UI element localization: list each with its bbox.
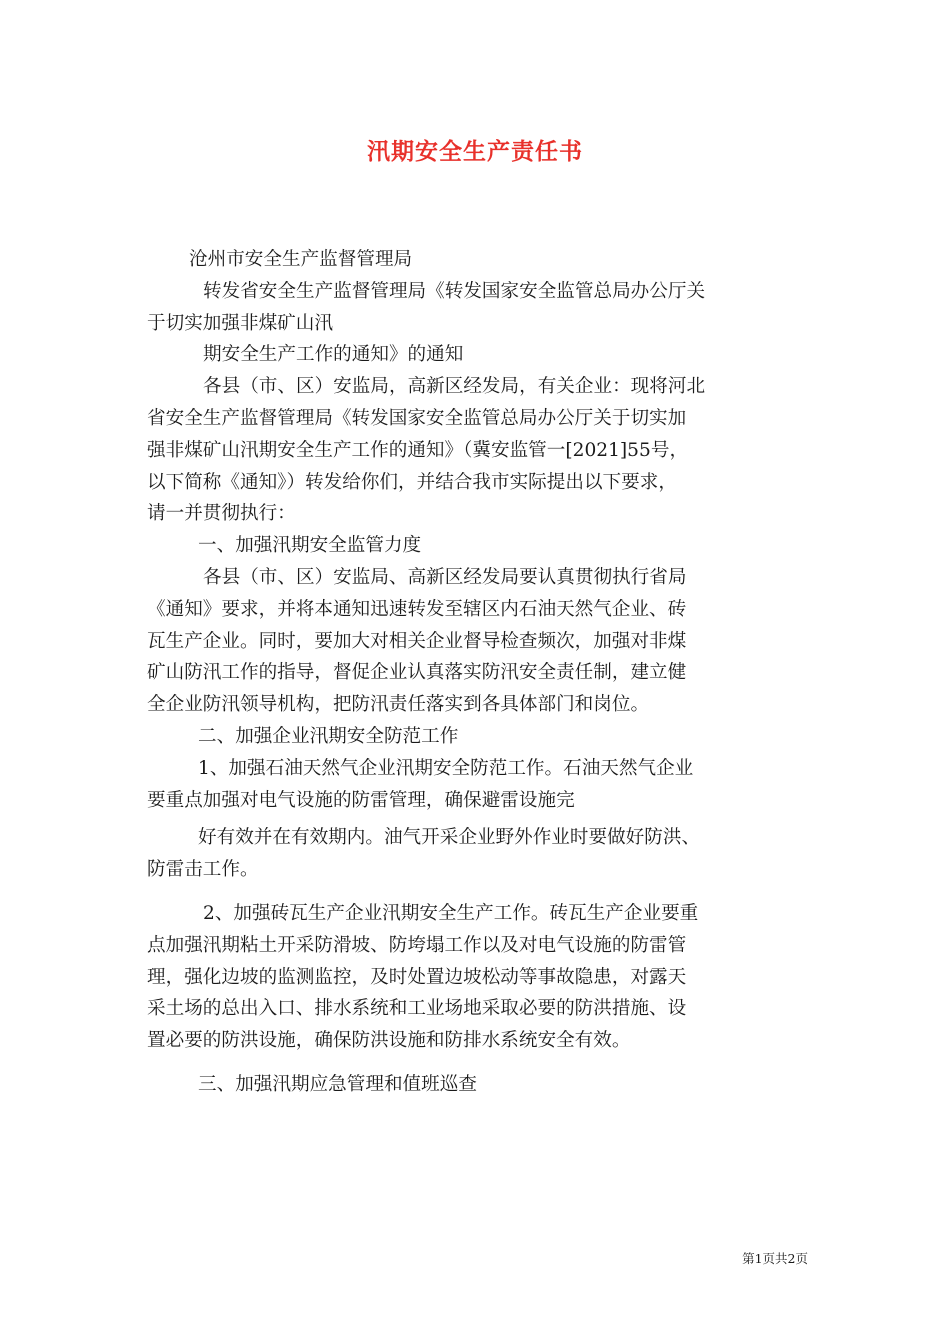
- paragraph-line: 防雷击工作。: [147, 859, 259, 881]
- subject-line: 转发省安全生产监督管理局《转发国家安全监管总局办公厅关: [203, 280, 706, 302]
- paragraph-line: 各县（市、区）安监局，高新区经发局，有关企业：现将河北: [203, 376, 706, 398]
- paragraph-line: 理，强化边坡的监测监控，及时处置边坡松动等事故隐患，对露天: [147, 966, 687, 988]
- subject-line: 于切实加强非煤矿山汛: [147, 312, 333, 334]
- paragraph-line: 强非煤矿山汛期安全生产工作的通知》（冀安监管一[2021]55号，: [147, 439, 689, 461]
- section-heading: 二、加强企业汛期安全防范工作: [198, 725, 459, 747]
- paragraph-line: 瓦生产企业。同时，要加大对相关企业督导检查频次，加强对非煤: [147, 630, 687, 652]
- document-title: 汛期安全生产责任书: [367, 138, 583, 165]
- paragraph-line: 以下简称《通知》）转发给你们，并结合我市实际提出以下要求，: [147, 471, 677, 493]
- page-number: 第1页共2页: [742, 1251, 808, 1266]
- paragraph-line: 要重点加强对电气设施的防雷管理，确保避雷设施完: [147, 789, 575, 811]
- paragraph-line: 好有效并在有效期内。油气开采企业野外作业时要做好防洪、: [198, 827, 701, 849]
- paragraph-line: 《通知》要求，并将本通知迅速转发至辖区内石油天然气企业、砖: [147, 598, 687, 620]
- paragraph-line: 置必要的防洪设施，确保防洪设施和防排水系统安全有效。: [147, 1030, 631, 1052]
- paragraph-line: 矿山防汛工作的指导，督促企业认真落实防汛安全责任制，建立健: [147, 662, 687, 684]
- paragraph-line: 2、加强砖瓦生产企业汛期安全生产工作。砖瓦生产企业要重: [203, 902, 699, 924]
- subject-line: 期安全生产工作的通知》的通知: [203, 344, 464, 366]
- paragraph-line: 采土场的总出入口、排水系统和工业场地采取必要的防洪措施、设: [147, 998, 687, 1020]
- section-heading: 三、加强汛期应急管理和值班巡查: [198, 1073, 477, 1095]
- paragraph-line: 省安全生产监督管理局《转发国家安全监管总局办公厅关于切实加: [147, 407, 687, 429]
- issuer-line: 沧州市安全生产监督管理局: [189, 249, 413, 270]
- paragraph-line: 请一并贯彻执行：: [147, 503, 296, 525]
- paragraph-line: 1、加强石油天然气企业汛期安全防范工作。石油天然气企业: [198, 757, 694, 779]
- paragraph-line: 全企业防汛领导机构，把防汛责任落实到各具体部门和岗位。: [147, 694, 650, 716]
- paragraph-line: 点加强汛期粘土开采防滑坡、防垮塌工作以及对电气设施的防雷管: [147, 934, 687, 956]
- document-body: [147, 244, 813, 1101]
- section-heading: 一、加强汛期安全监管力度: [198, 535, 422, 557]
- paragraph-line: 各县（市、区）安监局、高新区经发局要认真贯彻执行省局: [203, 566, 687, 588]
